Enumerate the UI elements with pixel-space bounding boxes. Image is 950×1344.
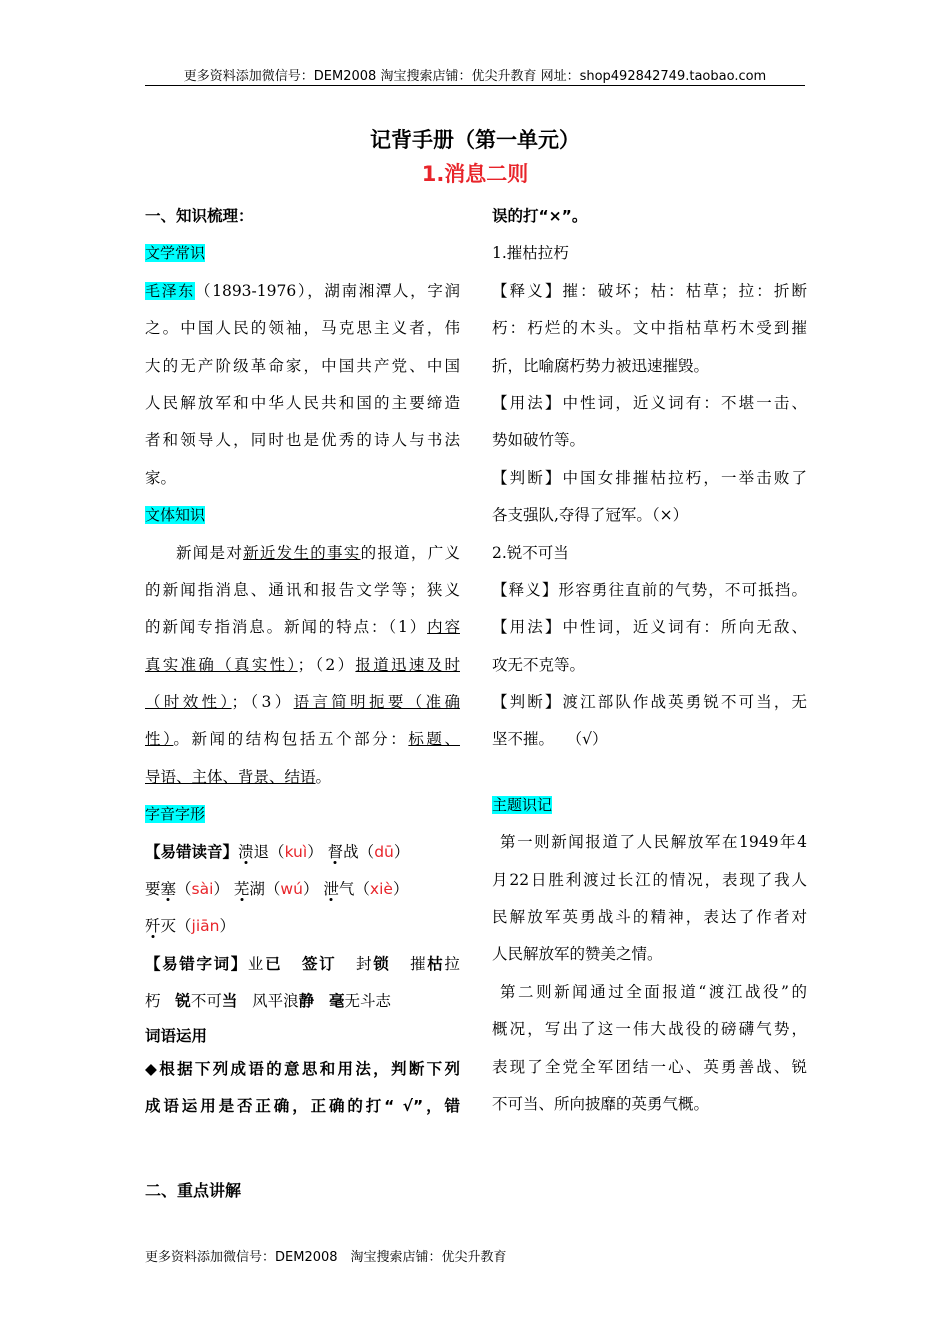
label-theme: 主题识记 [492,795,553,814]
pinyin: sài [191,880,214,899]
word: 朽 [145,992,161,1011]
left-column [145,198,460,1125]
text: 的新闻专指消息。新闻的特点：（1） [145,618,428,637]
idiom-title: 2.锐不可当 [492,543,569,562]
char: 督 [327,842,344,861]
underlined-text: 标题、 [408,730,460,749]
word-key: 已 [265,954,283,973]
char: 要 [145,880,161,899]
text: 。 [315,767,332,786]
text: 的报道，广义 [360,543,460,562]
tag-pronunciation: 【易错读音】 [145,842,239,861]
word: 业 [247,954,266,973]
word: 拉 [444,954,460,973]
lesson-title: 1.消息二则 [421,162,529,186]
word-key: 枯 [427,954,445,973]
idiom-line: 势如破竹等。 [492,431,586,450]
paragraph-line [145,609,460,646]
text: 新闻是对 [176,543,244,562]
idiom-line: 【判断】中国女排摧枯拉朽，一举击败了 [492,468,807,487]
theme-line: 不可当、所向披靡的英勇气概。 [492,1094,710,1113]
paragraph-line: 之。中国人民的领袖，马克思主义者，伟 [145,319,460,338]
pinyin: kuì [284,842,308,861]
paragraph-line: 者和领导人，同时也是优秀的诗人与书法 [145,431,460,450]
header-divider [145,85,805,86]
section-heading-key-points: 二、重点讲解 [145,1181,242,1200]
word-key: 毫 [328,992,345,1011]
text: （1893-1976），湖南湘潭人，字润 [194,281,460,300]
label-characters: 字音字形 [145,805,206,824]
underlined-text: 新近发生的事实 [243,543,361,562]
heading-word-usage: 词语运用 [145,1026,208,1045]
char: 泄 [323,880,339,899]
author-name: 毛泽东 [145,281,195,300]
theme-line: 概况，写出了这一伟大战役的磅礴气势， [492,1020,807,1039]
paragraph-line [145,273,460,310]
paragraph-line: 大的无产阶级革命家，中国共产党、中国 [145,356,460,375]
word-key: 当 [221,992,238,1011]
word: 不可 [190,992,222,1011]
page-footer-text: 更多资料添加微信号：DEM2008 淘宝搜索店铺：优尖升教育 [145,1250,507,1265]
underlined-text: （时效性） [145,693,232,712]
text: ；（3） [231,693,294,712]
pronunciation-line-1: 【易错读音】溃退（kuì） 督战（dū） [145,842,410,861]
theme-line: 人民解放军的赞美之情。 [492,945,663,964]
idiom-line: 攻无不克等。 [492,655,586,674]
word-key: 锐 [175,992,191,1011]
paragraph-line: 家。 [145,468,177,487]
paragraph-line [145,535,460,572]
char: 灭 [160,917,177,936]
question-line: 误的打“×”。 [492,207,588,225]
paragraph-line: 的新闻指消息、通讯和报告文学等；狭义 [145,580,460,599]
char: 湖 [249,880,265,899]
idiom-title: 1.摧枯拉朽 [492,244,569,263]
theme-line: 第二则新闻通过全面报道“渡江战役”的 [500,982,807,1001]
underlined-text: 内容 [427,618,460,637]
paragraph-line [145,647,460,684]
label-genre: 文体知识 [145,506,206,525]
pinyin: jiān [191,917,220,936]
theme-line: 月22日胜利渡过长江的情况，表现了我人 [492,870,807,889]
idiom-line: 朽：朽烂的木头。文中指枯草朽木受到摧 [492,319,807,338]
text: 。新闻的结构包括五个部分： [173,730,409,749]
underlined-text: 报道迅速及时 [355,655,460,674]
paragraph-line [145,759,460,796]
idiom-line: 【用法】中性词，近义词有：所向无敌、 [492,618,807,637]
char: 芜 [233,880,250,899]
idiom-line: 【释义】摧：破坏；枯：枯草；拉：折断 [492,281,807,300]
question-line: ◆根据下列成语的意思和用法，判断下列 [145,1059,460,1078]
right-column [492,198,807,1123]
idiom-line: 折，比喻腐朽势力被迅速摧毁。 [492,356,710,375]
word: 风平浪 [252,992,299,1011]
underlined-text: 真实准确（真实性） [145,655,298,674]
spacer [492,759,807,787]
char: 战 [343,842,359,861]
idiom-line: 坚不摧。 （√） [492,730,608,749]
char: 塞 [160,880,177,899]
words-line-2 [145,983,460,1020]
paragraph-line [145,721,460,758]
question-line: 成语运用是否正确，正确的打“ √”，错 [145,1096,460,1115]
underlined-text: 导语、主体、背景、结语 [145,767,316,786]
words-line-1 [145,946,460,983]
word: 封 [356,954,374,973]
document-title: 记背手册（第一单元） [370,128,580,152]
idiom-line: 【用法】中性词，近义词有：不堪一击、 [492,393,807,412]
text: ；（2） [297,655,356,674]
word-key: 签订 [301,954,337,973]
word-key: 锁 [373,954,391,973]
pronunciation-line-3: 歼灭（jiān） [145,917,235,936]
theme-line: 民解放军英勇战斗的精神，表达了作者对 [492,908,807,927]
word: 摧 [410,954,428,973]
section-heading-knowledge: 一、知识梳理： [145,207,254,225]
theme-line: 第一则新闻报道了人民解放军在1949年4 [500,833,807,852]
idiom-line: 各支强队,夺得了冠军。（×） [492,506,689,525]
paragraph-line [145,684,460,721]
idiom-line: 【释义】形容勇往直前的气势，不可抵挡。 [492,580,807,599]
underlined-text: 性） [145,730,174,749]
char: 溃 [238,842,254,861]
label-literature: 文学常识 [145,244,206,263]
idiom-line: 【判断】渡江部队作战英勇锐不可当，无 [492,693,807,712]
page-header-text: 更多资料添加微信号：DEM2008 淘宝搜索店铺：优尖升教育 网址：shop492842749.taobao.com [183,69,767,84]
tag-words: 【易错字词】 [145,954,248,973]
pinyin: wú [280,880,303,899]
pinyin: xiè [369,880,393,899]
char: 退 [253,842,270,861]
word-key: 静 [298,992,315,1011]
theme-line: 表现了全党全军团结一心、英勇善战、锐 [492,1057,807,1076]
pronunciation-line-2: 要塞（sài） 芜湖（wú） 泄气（xiè） [145,880,409,899]
paragraph-line: 人民解放军和中华人民共和国的主要缔造 [145,393,460,412]
char: 气 [338,880,355,899]
word: 无斗志 [344,992,391,1011]
underlined-text: 语言简明扼要（准确 [293,693,460,712]
char: 歼 [145,917,161,936]
pinyin: dū [374,842,394,861]
